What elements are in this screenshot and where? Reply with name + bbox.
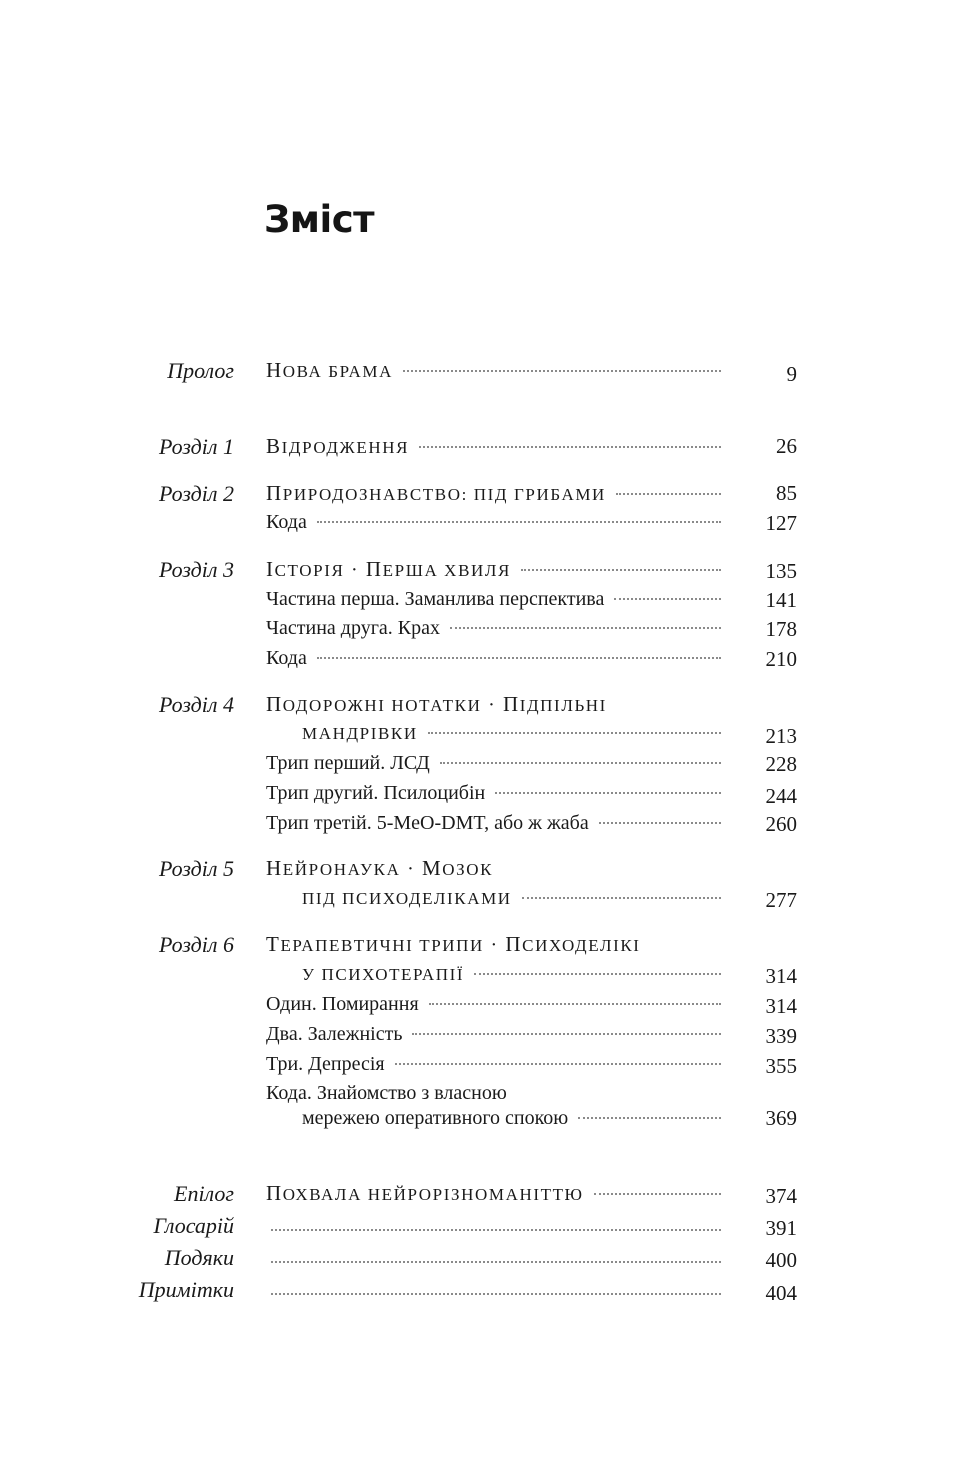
dot-leader [428,732,721,734]
subentry-title: Частина друга. Крах [266,617,440,639]
entry-title-rest: ІДПІЛЬНІ [519,696,607,715]
entry-title-cap: М [421,856,443,880]
dot-leader [317,521,721,523]
toc-subentry[interactable] [266,752,721,775]
section-label-ch4: Розділ 4 [159,692,234,717]
subentry-title: Кода [266,511,307,533]
toc-entry-ch5-line1[interactable] [266,856,493,881]
entry-title-rest: СТОРІЯ [274,561,345,580]
toc-entry-ch4-line2[interactable] [302,722,721,745]
dot-leader [440,762,721,764]
page-number: 135 [765,559,797,583]
page-number: 85 [776,481,797,505]
entry-title-rest: ЕЙРОНАУКА [282,860,401,879]
toc-entry-ch2[interactable] [266,481,721,506]
toc-entry-ch1[interactable] [266,434,721,459]
toc-entry-epilogue[interactable] [266,1181,721,1206]
toc-entry-ch3[interactable] [266,557,721,582]
dot-leader [412,1033,721,1035]
section-label-ch6: Розділ 6 [159,932,234,957]
page-number: 314 [765,964,797,988]
entry-title-rest: ЕРАПЕВТИЧНІ ТРИПИ [280,936,484,955]
section-label-glossary[interactable]: Глосарій [153,1213,234,1238]
section-label-epilogue: Епілог [174,1181,234,1206]
entry-title-rest: СИХОДЕЛІКІ [522,936,641,955]
page-number: 228 [765,752,797,776]
dot-leader [521,569,721,571]
entry-title-rest: ОЗОК [442,860,494,879]
page-number: 369 [765,1106,797,1130]
entry-separator: · [481,694,503,716]
toc-entry-ch6-line1[interactable] [266,932,641,957]
entry-title-cap: П [266,481,283,505]
toc-entry-ch4-line1[interactable] [266,692,607,717]
entry-title-rest: МАНДРІВКИ [302,724,418,743]
dot-leader [271,1293,721,1295]
toc-subentry[interactable] [266,1023,721,1046]
entry-title-cap: П [502,692,520,716]
subentry-title: Трип третій. 5-MeO-DMT, або ж жаба [266,812,589,834]
page-number: 260 [765,812,797,836]
entry-separator: · [400,858,422,880]
dot-leader [395,1063,721,1065]
page-number: 355 [765,1054,797,1078]
page-number: 391 [765,1216,797,1240]
entry-title-cap: Т [266,932,281,956]
page-number: 314 [765,994,797,1018]
toc-subentry[interactable] [266,812,721,835]
entry-title-cap: П [365,557,383,581]
dot-leader [614,598,721,600]
subentry-title: мережею оперативного спокою [302,1107,569,1129]
toc-subentry[interactable] [266,511,721,534]
dot-leader [403,370,721,372]
page-number: 213 [765,724,797,748]
entry-title-cap: П [505,932,523,956]
entry-title-cap: В [266,434,282,458]
toc-subentry[interactable] [266,647,721,670]
toc-subentry[interactable] [266,588,721,611]
subentry-title[interactable]: Кода. Знайомство з власною [266,1082,507,1104]
dot-leader [317,657,721,659]
toc-subentry[interactable] [266,617,721,640]
dot-leader [616,493,721,495]
subentry-title: Частина перша. Заманлива перспектива [266,588,605,610]
dot-leader [271,1261,721,1263]
page-title: Зміст [264,198,375,241]
dot-leader [578,1117,721,1119]
page-number: 404 [765,1281,797,1305]
toc-subentry[interactable] [266,782,721,805]
entry-title-rest: ОХВАЛА НЕЙРОРІЗНОМАНІТТЮ [282,1185,584,1204]
subentry-title: Кода [266,647,307,669]
entry-title-cap: Н [266,358,283,382]
page-number: 244 [765,784,797,808]
section-label-notes[interactable]: Примітки [138,1277,234,1302]
entry-title-cap: П [266,692,283,716]
page-number: 277 [765,888,797,912]
section-label-prologue: Пролог [167,358,234,383]
entry-title-rest: ЕРША ХВИЛЯ [382,561,511,580]
entry-title-rest: У ПСИХОТЕРАПІЇ [302,965,465,984]
page-number: 141 [765,588,797,612]
dot-leader [599,822,721,824]
entry-title-cap: Н [266,856,283,880]
toc-subentry[interactable] [266,1053,721,1076]
subentry-title: Трип перший. ЛСД [266,752,430,774]
page-number: 127 [765,511,797,535]
page-number: 178 [765,617,797,641]
dot-leader [429,1003,721,1005]
page-number: 339 [765,1024,797,1048]
toc-entry-prologue[interactable] [266,358,721,383]
toc-entry-ch6-line2[interactable] [302,963,721,986]
page-number: 210 [765,647,797,671]
section-label-ch3: Розділ 3 [159,557,234,582]
entry-title-cap: П [266,1181,283,1205]
subentry-title: Один. Помирання [266,993,419,1015]
entry-title-rest: ОДОРОЖНІ НОТАТКИ [282,696,482,715]
section-label-ch5: Розділ 5 [159,856,234,881]
section-label-ch1: Розділ 1 [159,434,234,459]
dot-leader [474,973,721,975]
dot-leader [271,1229,721,1231]
entry-title-rest: ІДРОДЖЕННЯ [281,438,410,457]
toc-entry-ch5-line2[interactable] [302,887,721,910]
toc-subentry[interactable] [266,993,721,1016]
page-number: 374 [765,1184,797,1208]
subentry-title: Трип другий. Псилоцибін [266,782,486,804]
subentry-title: Два. Залежність [266,1023,403,1045]
dot-leader [522,897,721,899]
page-number: 26 [776,434,797,458]
entry-title-cap: І [266,557,275,581]
entry-separator: · [483,934,506,956]
entry-title-rest: ПІД ПСИХОДЕЛІКАМИ [302,889,512,908]
dot-leader [450,627,721,629]
subentry-title: Три. Депресія [266,1053,385,1075]
entry-separator: · [344,559,366,581]
page-number: 9 [786,362,797,386]
section-label-thanks[interactable]: Подяки [164,1245,234,1270]
toc-subentry[interactable] [302,1107,721,1130]
page-number: 400 [765,1248,797,1272]
entry-title-rest: ОВА БРАМА [282,362,393,381]
section-label-ch2: Розділ 2 [159,481,234,506]
dot-leader [495,792,721,794]
dot-leader [419,446,721,448]
entry-title-rest: РИРОДОЗНАВСТВО: ПІД ГРИБАМИ [282,485,606,504]
dot-leader [594,1193,721,1195]
